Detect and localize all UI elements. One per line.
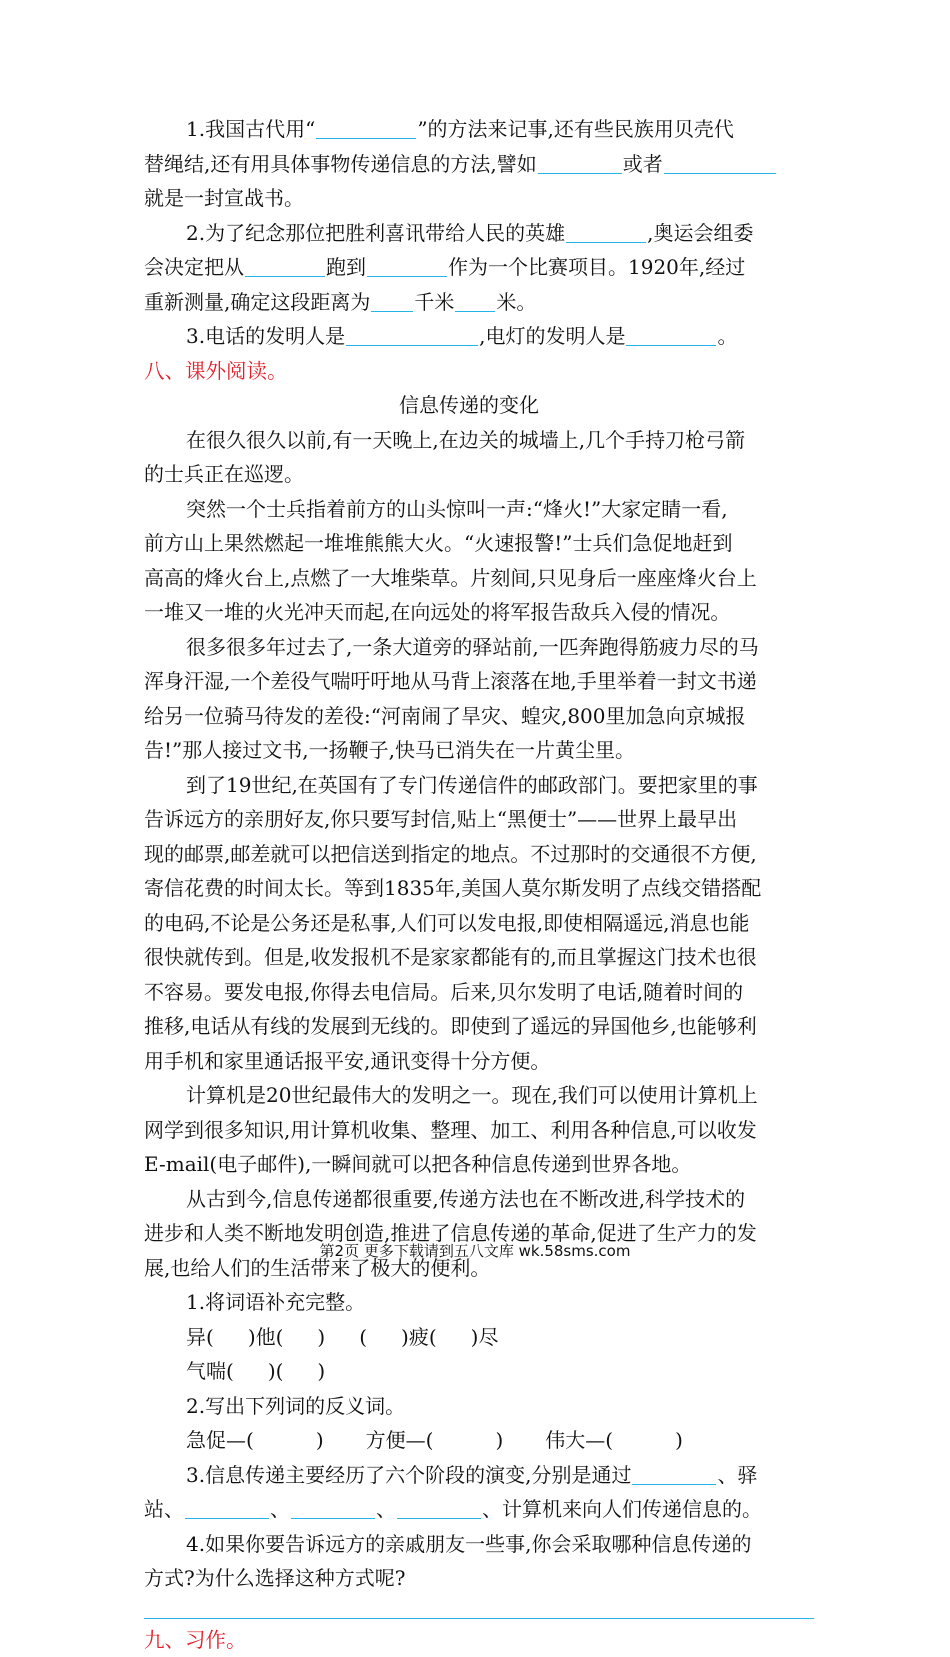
reading-q1-words-2: 气喘( )( ) — [144, 1354, 844, 1389]
fill-q1-line1: 1.我国古代用“ ”的方法来记事,还有些民族用贝壳代 — [144, 112, 844, 147]
article-line: 很多很多年过去了,一条大道旁的驿站前,一匹奔跑得筋疲力尽的马 — [144, 630, 844, 665]
article-line: 从古到今,信息传递都很重要,传递方法也在不断改进,科学技术的 — [144, 1182, 844, 1217]
article-line: 给另一位骑马待发的差役:“河南闹了旱灾、蝗灾,800里加急向京城报 — [144, 699, 844, 734]
answer-blank[interactable] — [316, 118, 416, 139]
answer-blank[interactable] — [346, 325, 478, 346]
article-line: 浑身汗湿,一个差役气喘吁吁地从马背上滚落在地,手里举着一封文书递 — [144, 664, 844, 699]
reading-q4-line1: 4.如果你要告诉远方的亲戚朋友一些事,你会采取哪种信息传递的 — [144, 1527, 844, 1562]
reading-q1-label: 1.将词语补充完整。 — [144, 1285, 844, 1320]
article-line: 进步和人类不断地发明创造,推进了信息传递的革命,促进了生产力的发 — [144, 1216, 844, 1251]
article-line: 很快就传到。但是,收发报机不是家家都能有的,而且掌握这门技术也很 — [144, 940, 844, 975]
article-line: 不容易。要发电报,你得去电信局。后来,贝尔发明了电话,随着时间的 — [144, 975, 844, 1010]
answer-blank[interactable] — [632, 1464, 716, 1485]
answer-blank[interactable] — [566, 222, 646, 243]
answer-blank[interactable] — [626, 325, 716, 346]
page-footer: 第2页 更多下载请到五八文库 wk.58sms.com — [0, 1240, 950, 1261]
reading-q3-line1: 3.信息传递主要经历了六个阶段的演变,分别是通过 、驿 — [144, 1458, 844, 1493]
answer-line[interactable] — [144, 1596, 814, 1619]
article-line: 用手机和家里通话报平安,通讯变得十分方便。 — [144, 1044, 844, 1079]
fill-q1-line3: 就是一封宣战书。 — [144, 181, 844, 216]
answer-blank[interactable] — [245, 256, 325, 277]
article-line: 突然一个士兵指着前方的山头惊叫一声:“烽火!”大家定睛一看, — [144, 492, 844, 527]
article-line: 告!”那人接过文书,一扬鞭子,快马已消失在一片黄尘里。 — [144, 733, 844, 768]
reading-q1-words-1: 异( )他( ) ( )疲( )尽 — [144, 1320, 844, 1355]
article-line: 告诉远方的亲朋好友,你只要写封信,贴上“黑便士”——世界上最早出 — [144, 802, 844, 837]
article-line: 网学到很多知识,用计算机收集、整理、加工、利用各种信息,可以收发 — [144, 1113, 844, 1148]
worksheet-page — [144, 112, 844, 1657]
fill-q3-line1: 3.电话的发明人是 ,电灯的发明人是 。 — [144, 319, 844, 354]
answer-blank[interactable] — [397, 1498, 481, 1519]
article-line: 的电码,不论是公务还是私事,人们可以发电报,即使相隔遥远,消息也能 — [144, 906, 844, 941]
article-line: 到了19世纪,在英国有了专门传递信件的邮政部门。要把家里的事 — [144, 768, 844, 803]
article-line: 高高的烽火台上,点燃了一大堆柴草。片刻间,只见身后一座座烽火台上 — [144, 561, 844, 596]
article-line: 一堆又一堆的火光冲天而起,在向远处的将军报告敌兵入侵的情况。 — [144, 595, 844, 630]
article-title: 信息传递的变化 — [144, 388, 844, 423]
answer-blank[interactable] — [664, 153, 776, 174]
answer-blank[interactable] — [291, 1498, 375, 1519]
fill-q1-line2: 替绳结,还有用具体事物传递信息的方法,譬如 或者 — [144, 147, 844, 182]
article-line: 的士兵正在巡逻。 — [144, 457, 844, 492]
fill-q2-line1: 2.为了纪念那位把胜利喜讯带给人民的英雄 ,奥运会组委 — [144, 216, 844, 251]
fill-q2-line3: 重新测量,确定这段距离为 千米 米。 — [144, 285, 844, 320]
reading-q4-line2: 方式?为什么选择这种方式呢? — [144, 1561, 844, 1596]
answer-blank[interactable] — [538, 153, 622, 174]
fill-q2-line2: 会决定把从 跑到 作为一个比赛项目。1920年,经过 — [144, 250, 844, 285]
reading-q2-antonyms: 急促—( ) 方便—( ) 伟大—( ) — [144, 1423, 844, 1458]
article-line: 计算机是20世纪最伟大的发明之一。现在,我们可以使用计算机上 — [144, 1078, 844, 1113]
article-line: 展,也给人们的生活带来了极大的便利。 — [144, 1251, 844, 1286]
article-line: 前方山上果然燃起一堆堆熊熊大火。“火速报警!”士兵们急促地赶到 — [144, 526, 844, 561]
article-line: 推移,电话从有线的发展到无线的。即使到了遥远的异国他乡,也能够利 — [144, 1009, 844, 1044]
article-line: E-mail(电子邮件),一瞬间就可以把各种信息传递到世界各地。 — [144, 1147, 844, 1182]
section-8-heading: 八、课外阅读。 — [144, 354, 844, 389]
article-line: 在很久很久以前,有一天晚上,在边关的城墙上,几个手持刀枪弓箭 — [144, 423, 844, 458]
answer-blank[interactable] — [185, 1498, 269, 1519]
reading-q3-line2: 站、 、 、 、计算机来向人们传递信息的。 — [144, 1492, 844, 1527]
article-line: 现的邮票,邮差就可以把信送到指定的地点。不过那时的交通很不方便, — [144, 837, 844, 872]
article-line: 寄信花费的时间太长。等到1835年,美国人莫尔斯发明了点线交错搭配 — [144, 871, 844, 906]
answer-blank[interactable] — [455, 291, 495, 312]
reading-q2-label: 2.写出下列词的反义词。 — [144, 1389, 844, 1424]
section-9-heading: 九、习作。 — [144, 1623, 844, 1657]
answer-blank[interactable] — [371, 291, 413, 312]
answer-blank[interactable] — [367, 256, 447, 277]
